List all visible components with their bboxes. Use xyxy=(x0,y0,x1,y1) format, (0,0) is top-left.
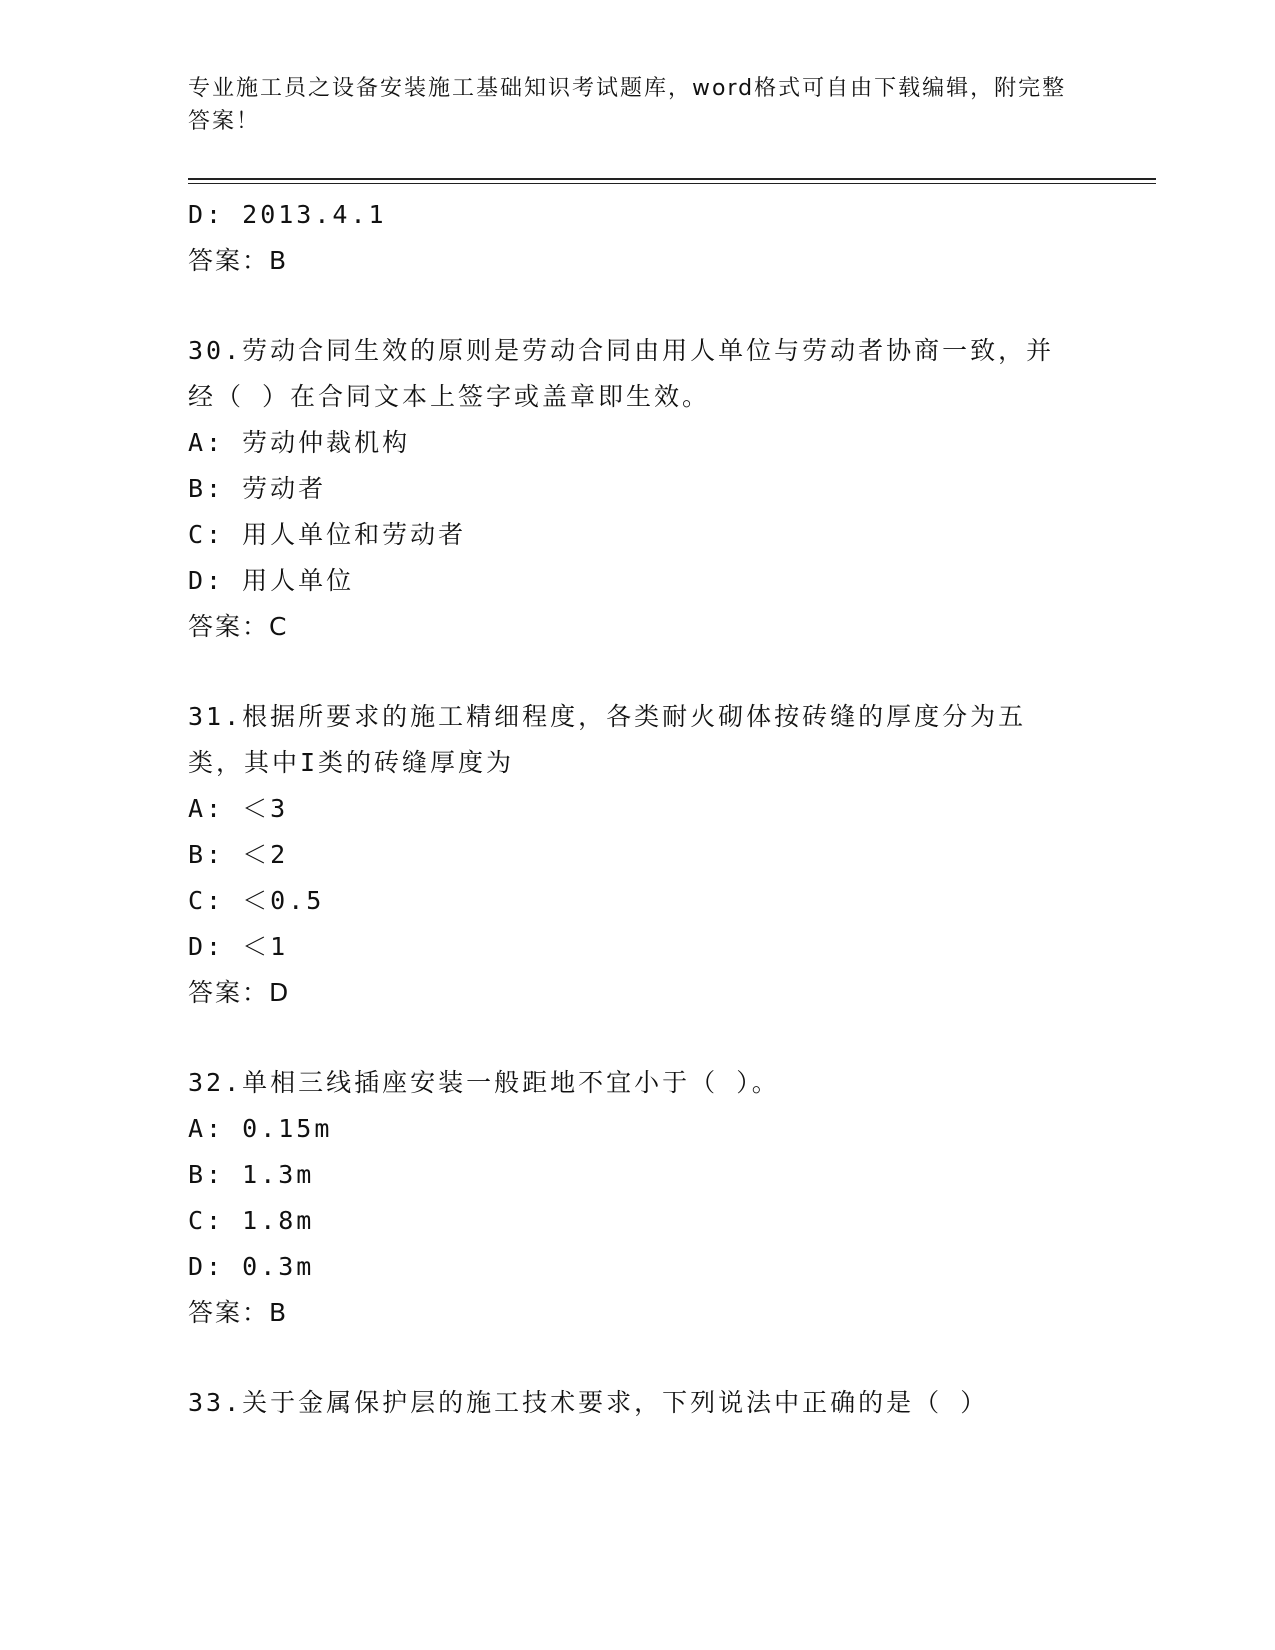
option-b: B: 劳动者 xyxy=(188,474,327,503)
option-a: A: 0.15m xyxy=(188,1114,333,1143)
option-b: B: 1.3m xyxy=(188,1160,315,1189)
header-rule-thin xyxy=(188,183,1156,184)
answer: 答案：B xyxy=(188,1298,289,1327)
spacer xyxy=(188,1336,1088,1380)
spacer xyxy=(188,650,1088,694)
question-stem: 31.根据所要求的施工精细程度，各类耐火砌体按砖缝的厚度分为五类，其中I类的砖缝厚度为 xyxy=(188,702,1027,777)
spacer xyxy=(188,1016,1088,1060)
option-a: A: ＜3 xyxy=(188,794,289,823)
question-32 xyxy=(188,1060,1088,1336)
option-d: D: 0.3m xyxy=(188,1252,315,1281)
question-stem: 33.关于金属保护层的施工技术要求，下列说法中正确的是（ ） xyxy=(188,1388,989,1417)
option-b: B: ＜2 xyxy=(188,840,289,869)
option-c: C: 用人单位和劳动者 xyxy=(188,520,467,549)
answer: 答案：D xyxy=(188,978,291,1007)
question-31 xyxy=(188,694,1088,1016)
question-30 xyxy=(188,328,1088,650)
option-c: C: 1.8m xyxy=(188,1206,315,1235)
question-stem: 32.单相三线插座安装一般距地不宜小于（ ）。 xyxy=(188,1068,780,1097)
spacer xyxy=(188,284,1088,328)
option-c: C: ＜0.5 xyxy=(188,886,325,915)
prev-answer: 答案：B xyxy=(188,246,289,275)
question-content xyxy=(188,192,1088,1426)
option-d: D: ＜1 xyxy=(188,932,289,961)
header-rule-thick xyxy=(188,178,1156,180)
option-d: D: 用人单位 xyxy=(188,566,355,595)
prev-option-d: D: 2013.4.1 xyxy=(188,200,387,229)
answer: 答案：C xyxy=(188,612,289,641)
question-33 xyxy=(188,1380,1088,1426)
question-stem: 30.劳动合同生效的原则是劳动合同由用人单位与劳动者协商一致，并经（ ）在合同文本上签字或盖章即生效。 xyxy=(188,336,1055,411)
option-a: A: 劳动仲裁机构 xyxy=(188,428,411,457)
document-header: 专业施工员之设备安装施工基础知识考试题库，word格式可自由下载编辑，附完整答案！ xyxy=(188,76,1067,134)
